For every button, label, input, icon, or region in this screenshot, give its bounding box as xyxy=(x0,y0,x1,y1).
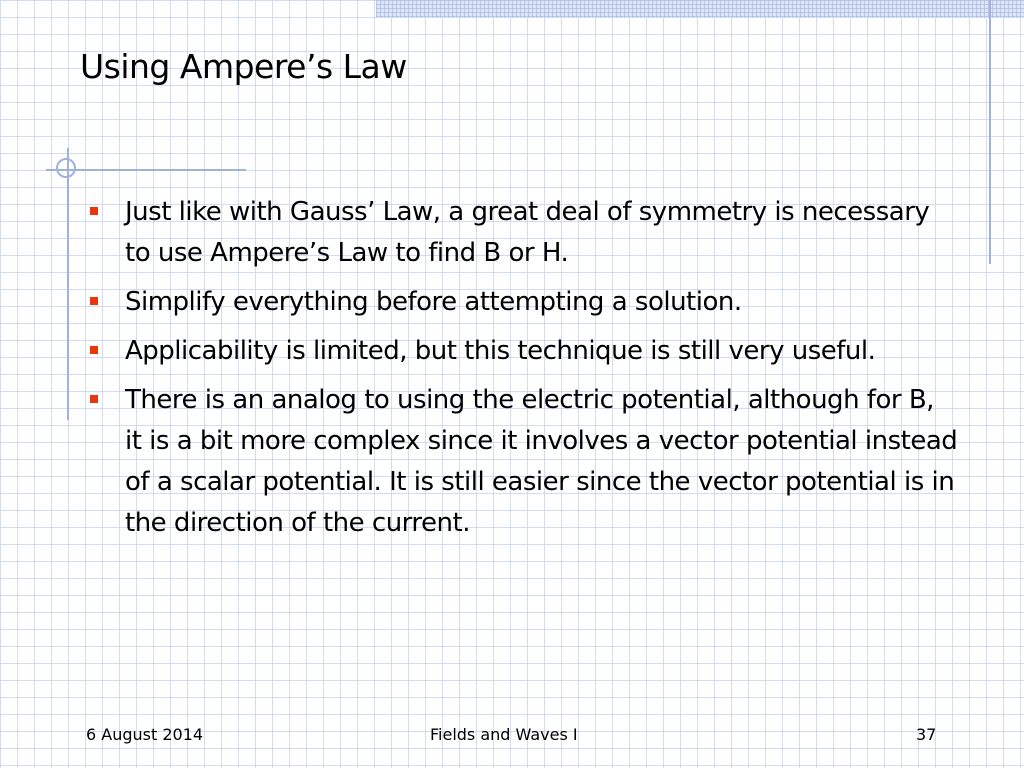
square-bullet-icon xyxy=(90,207,98,215)
bullet-item xyxy=(88,282,958,323)
slide-title: Using Ampere’s Law xyxy=(80,47,407,86)
bullet-list xyxy=(88,192,958,552)
square-bullet-icon xyxy=(90,297,98,305)
square-bullet-icon xyxy=(90,346,98,354)
bullet-item xyxy=(88,192,958,274)
bullet-text: Simplify everything before attempting a solution. xyxy=(125,287,742,317)
left-decorative-vertical-line xyxy=(67,148,69,420)
top-decorative-band xyxy=(376,0,1024,18)
bullet-item xyxy=(88,331,958,372)
left-decorative-horizontal-line xyxy=(46,169,246,171)
crosshair-circle-icon xyxy=(56,158,76,178)
square-bullet-icon xyxy=(90,395,98,403)
bullet-text: Just like with Gauss’ Law, a great deal of symmetry is necessary to use Ampere’s Law to find B or H. xyxy=(125,197,930,268)
footer-date: 6 August 2014 xyxy=(86,725,204,744)
bullet-text: Applicability is limited, but this technique is still very useful. xyxy=(125,336,876,366)
bullet-item xyxy=(88,380,958,544)
bullet-text: There is an analog to using the electric potential, although for B, it is a bit more complex since it involves a vector potential instead of a scalar potential. It is still easier since the vector potential is in the direction of the current. xyxy=(125,385,958,538)
footer-page-number: 37 xyxy=(916,725,937,744)
footer-course-title: Fields and Waves I xyxy=(430,725,578,744)
right-decorative-line xyxy=(989,0,991,264)
